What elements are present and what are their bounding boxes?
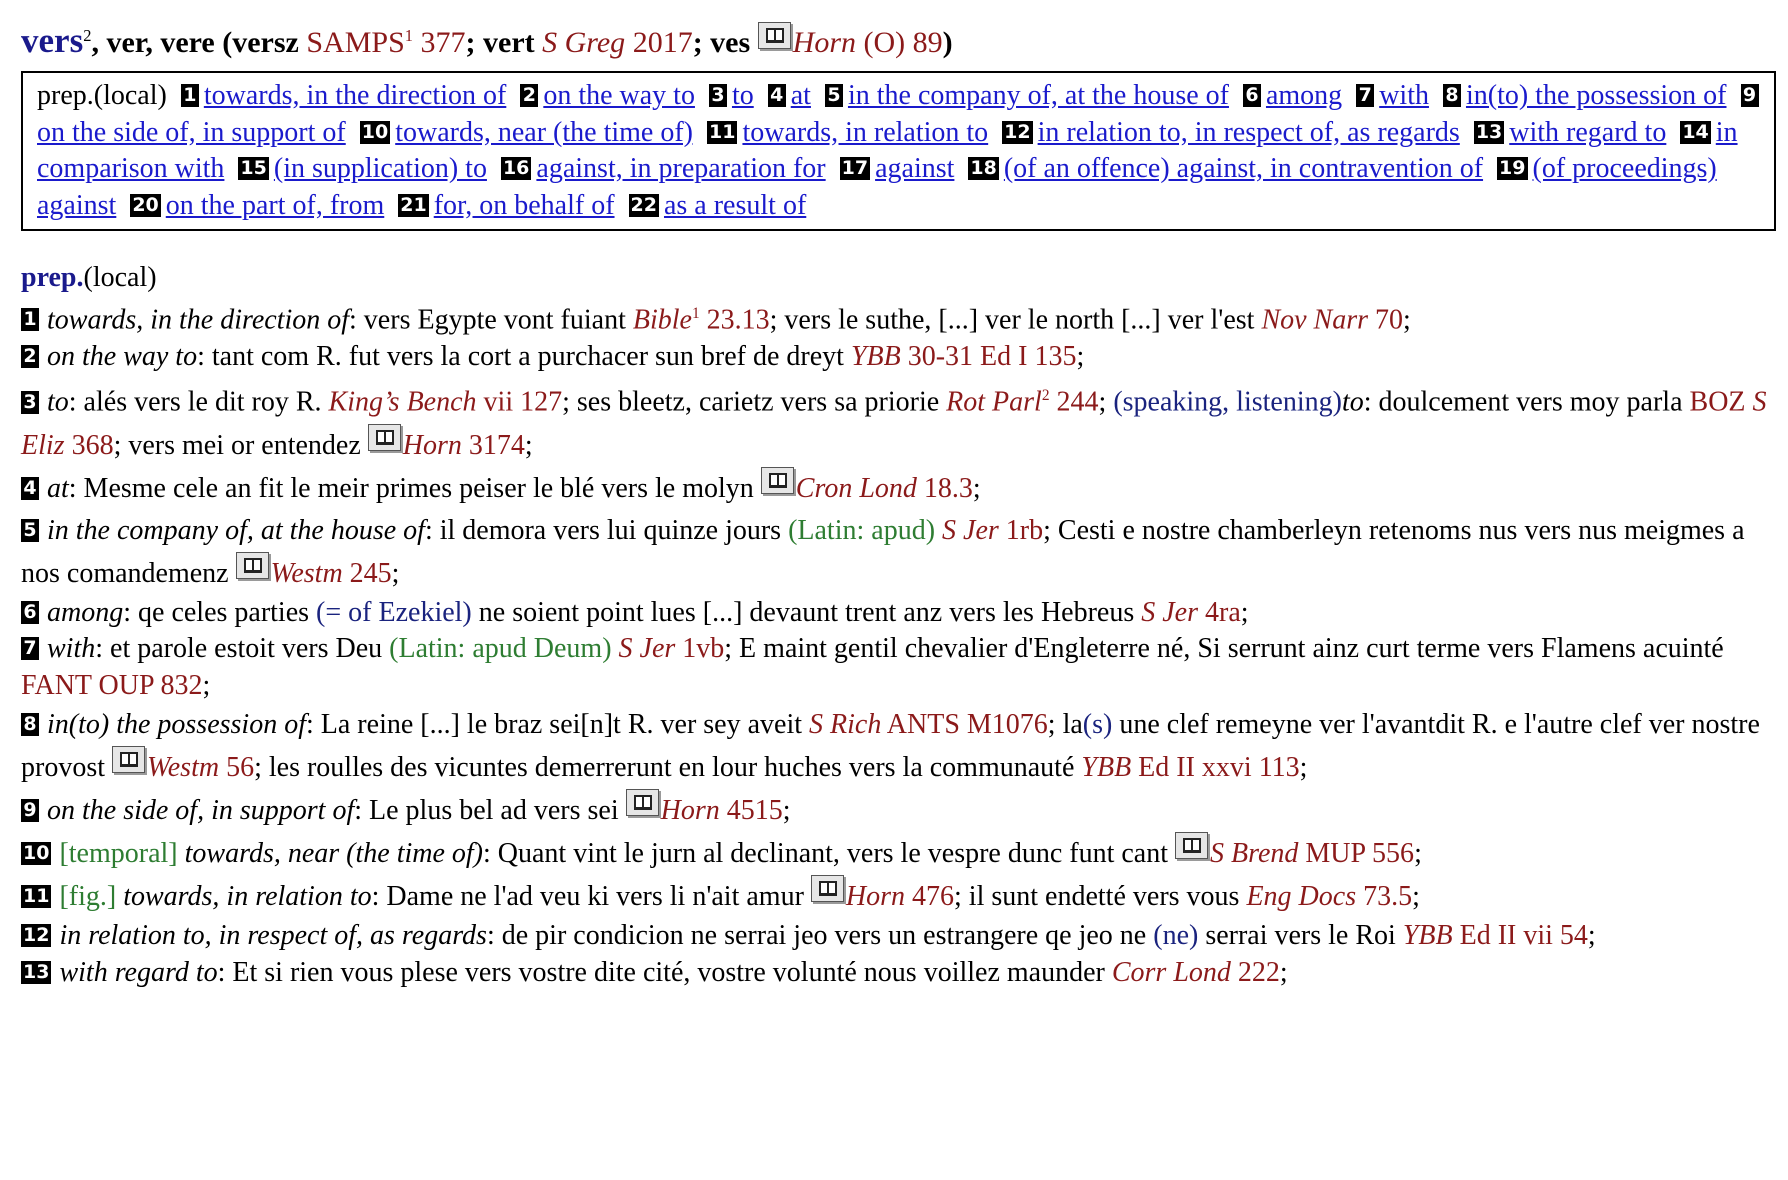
- sense-number-badge: 7: [21, 637, 39, 660]
- sense-number-badge: 20: [132, 193, 159, 216]
- toc-link[interactable]: on the way to: [543, 80, 695, 111]
- ref-source[interactable]: Eng Docs: [1246, 881, 1357, 913]
- ref-location: 30-31 Ed I 135: [900, 340, 1077, 372]
- ref-source[interactable]: S Greg: [542, 26, 626, 59]
- manuscript-icon[interactable]: [761, 467, 795, 495]
- ref-source[interactable]: S Jer: [618, 633, 676, 665]
- citation-text: ; Cesti e nostre chamberleyn retenoms nus vers nus meigmes a nos comandemenz: [21, 514, 1745, 589]
- toc-item: [520, 80, 695, 111]
- sense-number-badge: 6: [1243, 84, 1261, 107]
- sense-11: [21, 875, 1776, 918]
- sense-6: [21, 595, 1776, 632]
- ref-prefix[interactable]: BOZ: [1689, 386, 1753, 418]
- toc-link[interactable]: to: [731, 80, 754, 111]
- toc-link[interactable]: in the company of, at the house of: [847, 80, 1229, 111]
- ref-location: Ed II xxvi 113: [1131, 752, 1300, 784]
- sense-number-badge: 15: [240, 157, 267, 179]
- ref-location: (O) 89: [856, 26, 943, 59]
- ref-source[interactable]: Westm: [270, 557, 343, 589]
- ref-location: 1rb: [998, 514, 1044, 546]
- usage-label: [temporal]: [59, 838, 178, 870]
- citation-text: : il demora vers lui quinze jours: [424, 514, 789, 546]
- sense-number-badge: 6: [21, 601, 39, 624]
- sense-number-badge: 2: [520, 84, 538, 107]
- sense-definition: to: [1341, 386, 1364, 418]
- toc-item: [501, 153, 826, 184]
- ref-source[interactable]: Rot Parl: [946, 386, 1042, 418]
- sense-number-badge: 4: [768, 84, 786, 107]
- toc-item: [1002, 117, 1460, 148]
- sense-7: [21, 631, 1776, 704]
- sense-definition: among: [47, 596, 124, 628]
- ref-source[interactable]: YBB: [1402, 920, 1453, 952]
- citation-text: ; les roulles des vicuntes demerrerunt en lour huches vers la communauté: [254, 752, 1082, 784]
- toc-link[interactable]: towards, in the direction of: [203, 80, 507, 111]
- sense-index-box: [21, 71, 1776, 231]
- ref-source[interactable]: Horn: [660, 795, 720, 827]
- ref-location: 245: [342, 557, 392, 589]
- sense-number-badge: 1: [181, 84, 199, 107]
- toc-item: [840, 153, 955, 184]
- toc-link[interactable]: at: [790, 80, 811, 111]
- editorial-note: (ne): [1153, 920, 1199, 952]
- ref-source[interactable]: King’s Bench: [328, 386, 477, 418]
- ref-source[interactable]: S Brend: [1210, 838, 1299, 870]
- sense-definition: towards, in relation to: [123, 881, 372, 913]
- sense-number-badge: 10: [23, 842, 50, 865]
- ref-location: 4ra: [1198, 596, 1241, 628]
- citation-text: : et parole estoit vers Deu: [95, 633, 390, 665]
- sense-definition: with regard to: [59, 956, 218, 988]
- ref-source[interactable]: Horn: [402, 429, 462, 461]
- ref-location: 4515: [719, 795, 783, 827]
- toc-item: [825, 80, 1229, 111]
- sense-5: [21, 510, 1776, 595]
- ref-location: 2017: [625, 26, 693, 59]
- ref-location: 70: [1368, 304, 1404, 336]
- ref-source[interactable]: S Jer: [942, 514, 999, 546]
- sense-definition: in relation to, in respect of, as regards: [59, 920, 487, 952]
- sense-definition: to: [47, 386, 69, 418]
- sense-definition: on the way to: [47, 340, 198, 372]
- sense-number-badge: 3: [21, 391, 39, 414]
- ref-source[interactable]: Horn: [845, 881, 906, 913]
- toc-link[interactable]: against: [875, 153, 955, 184]
- toc-link[interactable]: towards, near (the time of): [395, 116, 693, 148]
- sense-number-badge: 9: [21, 799, 39, 822]
- ref-source[interactable]: Nov Narr: [1261, 304, 1369, 336]
- ref-superscript: 1: [691, 305, 700, 322]
- toc-link[interactable]: on the side of, in support of: [37, 116, 346, 148]
- ref-location: Ed II vii 54: [1452, 920, 1588, 952]
- part-of-speech-heading: [21, 260, 1776, 296]
- citation-text: : vers Egypte vont fuiant: [349, 304, 633, 336]
- toc-item: [968, 153, 1483, 184]
- manuscript-icon[interactable]: [236, 552, 270, 580]
- toc-link[interactable]: in comparison with: [37, 116, 1738, 184]
- ref-location: 244: [1049, 386, 1099, 418]
- punct: ;: [524, 429, 533, 461]
- sense-definition: in(to) the possession of: [47, 709, 306, 741]
- sense-number-badge: 5: [21, 519, 39, 542]
- ref-source[interactable]: FANT OUP 832: [21, 669, 203, 701]
- punct: ;: [391, 557, 400, 589]
- sense-number-badge: 12: [1004, 120, 1031, 143]
- ref-superscript: 1: [404, 26, 414, 45]
- ref-location: 368: [64, 429, 114, 461]
- sense-number-badge: 11: [23, 885, 50, 908]
- punct: ;: [1587, 920, 1596, 952]
- citation-text: : La reine [...] le braz sei[n]t R. ver sey aveit: [306, 709, 810, 741]
- punct: ;: [1076, 340, 1085, 372]
- pos-qualifier: (local): [83, 262, 157, 293]
- ref-location: 18.3: [916, 472, 973, 504]
- ref-location: 222: [1230, 956, 1280, 988]
- sense-number-badge: 16: [502, 157, 530, 179]
- ref-superscript: 2: [1041, 387, 1050, 405]
- punct: ;: [1403, 304, 1411, 336]
- citation-text: ; vers le suthe, [...] ver le north [...] ver l'est: [769, 304, 1262, 336]
- sense-number-badge: 11: [708, 120, 736, 143]
- punct: ;: [1414, 838, 1422, 870]
- citation-text: ; ses bleetz, carietz vers sa priorie: [562, 386, 947, 418]
- sense-number-badge: 8: [21, 713, 39, 736]
- sense-definition: on the side of, in support of: [47, 795, 355, 827]
- sense-number-badge: 13: [23, 960, 50, 983]
- citation-text: : Et si rien vous plese vers vostre dite cité, vostre volunté nous voillez maunder: [217, 956, 1112, 988]
- citation-text: une clef remeyne ver l'avantdit R. e l'autre clef ver nostre provost: [21, 709, 1760, 784]
- sense-number-badge: 14: [1682, 120, 1709, 143]
- citation-text: : de pir condicion ne serrai jeo vers un estrangere qe jeo ne: [486, 920, 1154, 952]
- toc-item: [398, 190, 614, 221]
- citation-text: : Dame ne l'ad veu ki vers li n'ait amur: [371, 881, 811, 913]
- sense-number-badge: 2: [21, 345, 39, 368]
- sense-number-badge: 4: [21, 477, 39, 500]
- ref-source[interactable]: SAMPS: [306, 26, 405, 59]
- toc-label: prep.(local): [37, 80, 167, 111]
- punct: ;: [782, 795, 791, 827]
- editorial-note: (speaking, listening): [1113, 386, 1342, 418]
- ref-location: 56: [219, 752, 255, 784]
- toc-item: [1443, 80, 1727, 111]
- spacer: [935, 515, 942, 546]
- punct: ;: [1412, 881, 1420, 913]
- ref-location: MUP 556: [1298, 838, 1415, 870]
- separator: ; vert: [465, 26, 543, 59]
- punct: ;: [202, 669, 211, 701]
- toc-link[interactable]: for, on behalf of: [433, 189, 615, 221]
- manuscript-icon[interactable]: [112, 746, 146, 774]
- closing-paren: ): [942, 26, 953, 59]
- sense-definition: with: [47, 633, 96, 665]
- ref-source[interactable]: Horn: [792, 26, 857, 59]
- citation-text: serrai vers le Roi: [1198, 920, 1403, 952]
- ref-source[interactable]: Bible: [632, 304, 692, 336]
- toc-link[interactable]: among: [1265, 80, 1343, 111]
- ref-location: 476: [905, 881, 955, 913]
- separator: ; ves: [692, 26, 758, 59]
- variant-forms: , ver, vere (versz: [91, 26, 307, 59]
- citation-text: : tant com R. fut vers la cort a purchacer sun bref de dreyt: [197, 340, 851, 372]
- editorial-note: (s): [1082, 709, 1113, 741]
- punct: ;: [1240, 596, 1249, 628]
- sense-number-badge: 9: [1741, 84, 1759, 107]
- ref-location: 1vb: [675, 633, 725, 665]
- editorial-note: (= of Ezekiel): [316, 596, 472, 628]
- homograph-number: 2: [83, 26, 92, 45]
- sense-2: [21, 339, 1776, 376]
- sense-8: [21, 704, 1776, 789]
- sense-definition: at: [47, 472, 69, 504]
- citation-text: ne soient point lues [...] devaunt trent anz vers les Hebreus: [471, 596, 1142, 628]
- toc-link[interactable]: (of proceedings) against: [37, 153, 1717, 221]
- manuscript-icon[interactable]: [758, 22, 792, 50]
- punct: ;: [972, 472, 981, 504]
- manuscript-icon[interactable]: [1175, 832, 1209, 860]
- toc-item: [130, 190, 384, 221]
- ref-source[interactable]: YBB: [850, 340, 901, 372]
- citation-text: : qe celes parties: [123, 596, 317, 628]
- ref-source[interactable]: S Jer: [1141, 596, 1199, 628]
- sense-12: [21, 918, 1776, 955]
- toc-item: [768, 80, 811, 111]
- manuscript-icon[interactable]: [368, 424, 402, 452]
- citation-text: : doulcement vers moy parla: [1363, 386, 1690, 418]
- ref-source[interactable]: Cron Lond: [795, 472, 917, 504]
- toc-item: [707, 117, 988, 148]
- citation-text: ; vers mei or entendez: [113, 429, 368, 461]
- sense-number-badge: 3: [709, 84, 727, 107]
- citation-text: : Mesme cele an fit le meir primes peiser le blé vers le molyn: [68, 472, 761, 504]
- sense-number-badge: 21: [400, 193, 427, 216]
- sense-number-badge: 17: [841, 157, 869, 179]
- toc-item: [1243, 80, 1342, 111]
- ref-source[interactable]: Corr Lond: [1111, 956, 1231, 988]
- sense-number-badge: 12: [23, 924, 50, 947]
- sense-definition: towards, in the direction of: [47, 304, 350, 336]
- citation-text: ; il sunt endetté vers vous: [954, 881, 1247, 913]
- citation-text: : alés vers le dit roy R.: [68, 386, 329, 418]
- citation-text: ;: [1098, 386, 1114, 418]
- ref-source[interactable]: Westm: [147, 752, 220, 784]
- punct: ;: [1279, 956, 1288, 988]
- manuscript-icon[interactable]: [811, 875, 845, 903]
- toc-item: [709, 80, 754, 111]
- sense-3: [21, 375, 1776, 466]
- manuscript-icon[interactable]: [626, 789, 660, 817]
- spacer: [612, 633, 619, 664]
- sense-definition: in the company of, at the house of: [47, 514, 425, 546]
- sense-number-badge: 8: [1443, 84, 1461, 107]
- toc-item: [360, 117, 693, 148]
- usage-label: [fig.]: [59, 881, 117, 913]
- ref-source[interactable]: S Eliz: [21, 386, 1767, 461]
- ref-location: 73.5: [1356, 881, 1413, 913]
- sense-number-badge: 13: [1475, 120, 1503, 143]
- latin-gloss: (Latin: apud): [788, 514, 936, 546]
- sense-number-badge: 7: [1356, 84, 1374, 107]
- toc-link[interactable]: towards, in relation to: [742, 116, 989, 148]
- toc-item: [238, 153, 487, 184]
- sense-9: [21, 789, 1776, 832]
- ref-location: 23.13: [699, 304, 770, 336]
- toc-item: [181, 80, 506, 111]
- ref-location: vii 127: [476, 386, 563, 418]
- toc-link[interactable]: on the part of, from: [165, 189, 385, 221]
- sense-number-badge: 18: [970, 157, 997, 179]
- ref-source[interactable]: S Rich: [809, 709, 882, 741]
- sense-definition: towards, near (the time of): [184, 838, 483, 870]
- toc-link[interactable]: in(to) the possession of: [1465, 80, 1727, 111]
- citation-text: ; la: [1047, 709, 1083, 741]
- toc-link[interactable]: with: [1379, 80, 1429, 111]
- latin-gloss: (Latin: apud Deum): [389, 633, 612, 665]
- part-of-speech: prep.: [21, 262, 84, 293]
- toc-link[interactable]: (in supplication) to: [273, 153, 487, 184]
- punct: ;: [1299, 752, 1308, 784]
- sense-number-badge: 1: [21, 308, 39, 331]
- toc-link[interactable]: against, in preparation for: [536, 153, 826, 184]
- headword: vers: [21, 21, 84, 60]
- toc-item: [1356, 80, 1429, 111]
- toc-link[interactable]: with regard to: [1509, 116, 1667, 148]
- citation-text: : Quant vint le jurn al declinant, vers le vespre dunc funt cant: [483, 838, 1176, 870]
- sense-number-badge: 10: [361, 120, 389, 143]
- ref-location: 377: [413, 26, 466, 59]
- sense-number-badge: 19: [1499, 157, 1526, 179]
- headword-line: [21, 14, 1776, 65]
- toc-link[interactable]: (of an offence) against, in contravention of: [1003, 153, 1484, 184]
- sense-10: [21, 832, 1776, 875]
- toc-link[interactable]: in relation to, in respect of, as regards: [1037, 116, 1460, 148]
- toc-item: [629, 190, 807, 221]
- ref-location: 3174: [461, 429, 525, 461]
- sense-1: [21, 296, 1776, 339]
- ref-edition[interactable]: ANTS M1076: [881, 709, 1048, 741]
- citation-text: : Le plus bel ad vers sei: [354, 795, 626, 827]
- sense-number-badge: 22: [630, 193, 657, 216]
- sense-13: [21, 955, 1776, 992]
- ref-source[interactable]: YBB: [1081, 752, 1132, 784]
- sense-4: [21, 467, 1776, 510]
- sense-number-badge: 5: [825, 84, 843, 107]
- toc-link[interactable]: as a result of: [663, 189, 807, 221]
- toc-item: [1474, 117, 1667, 148]
- citation-text: ; E maint gentil chevalier d'Engleterre né, Si serrunt ainz curt terme vers Flamens acuinté: [724, 633, 1724, 665]
- entry: [21, 14, 1776, 991]
